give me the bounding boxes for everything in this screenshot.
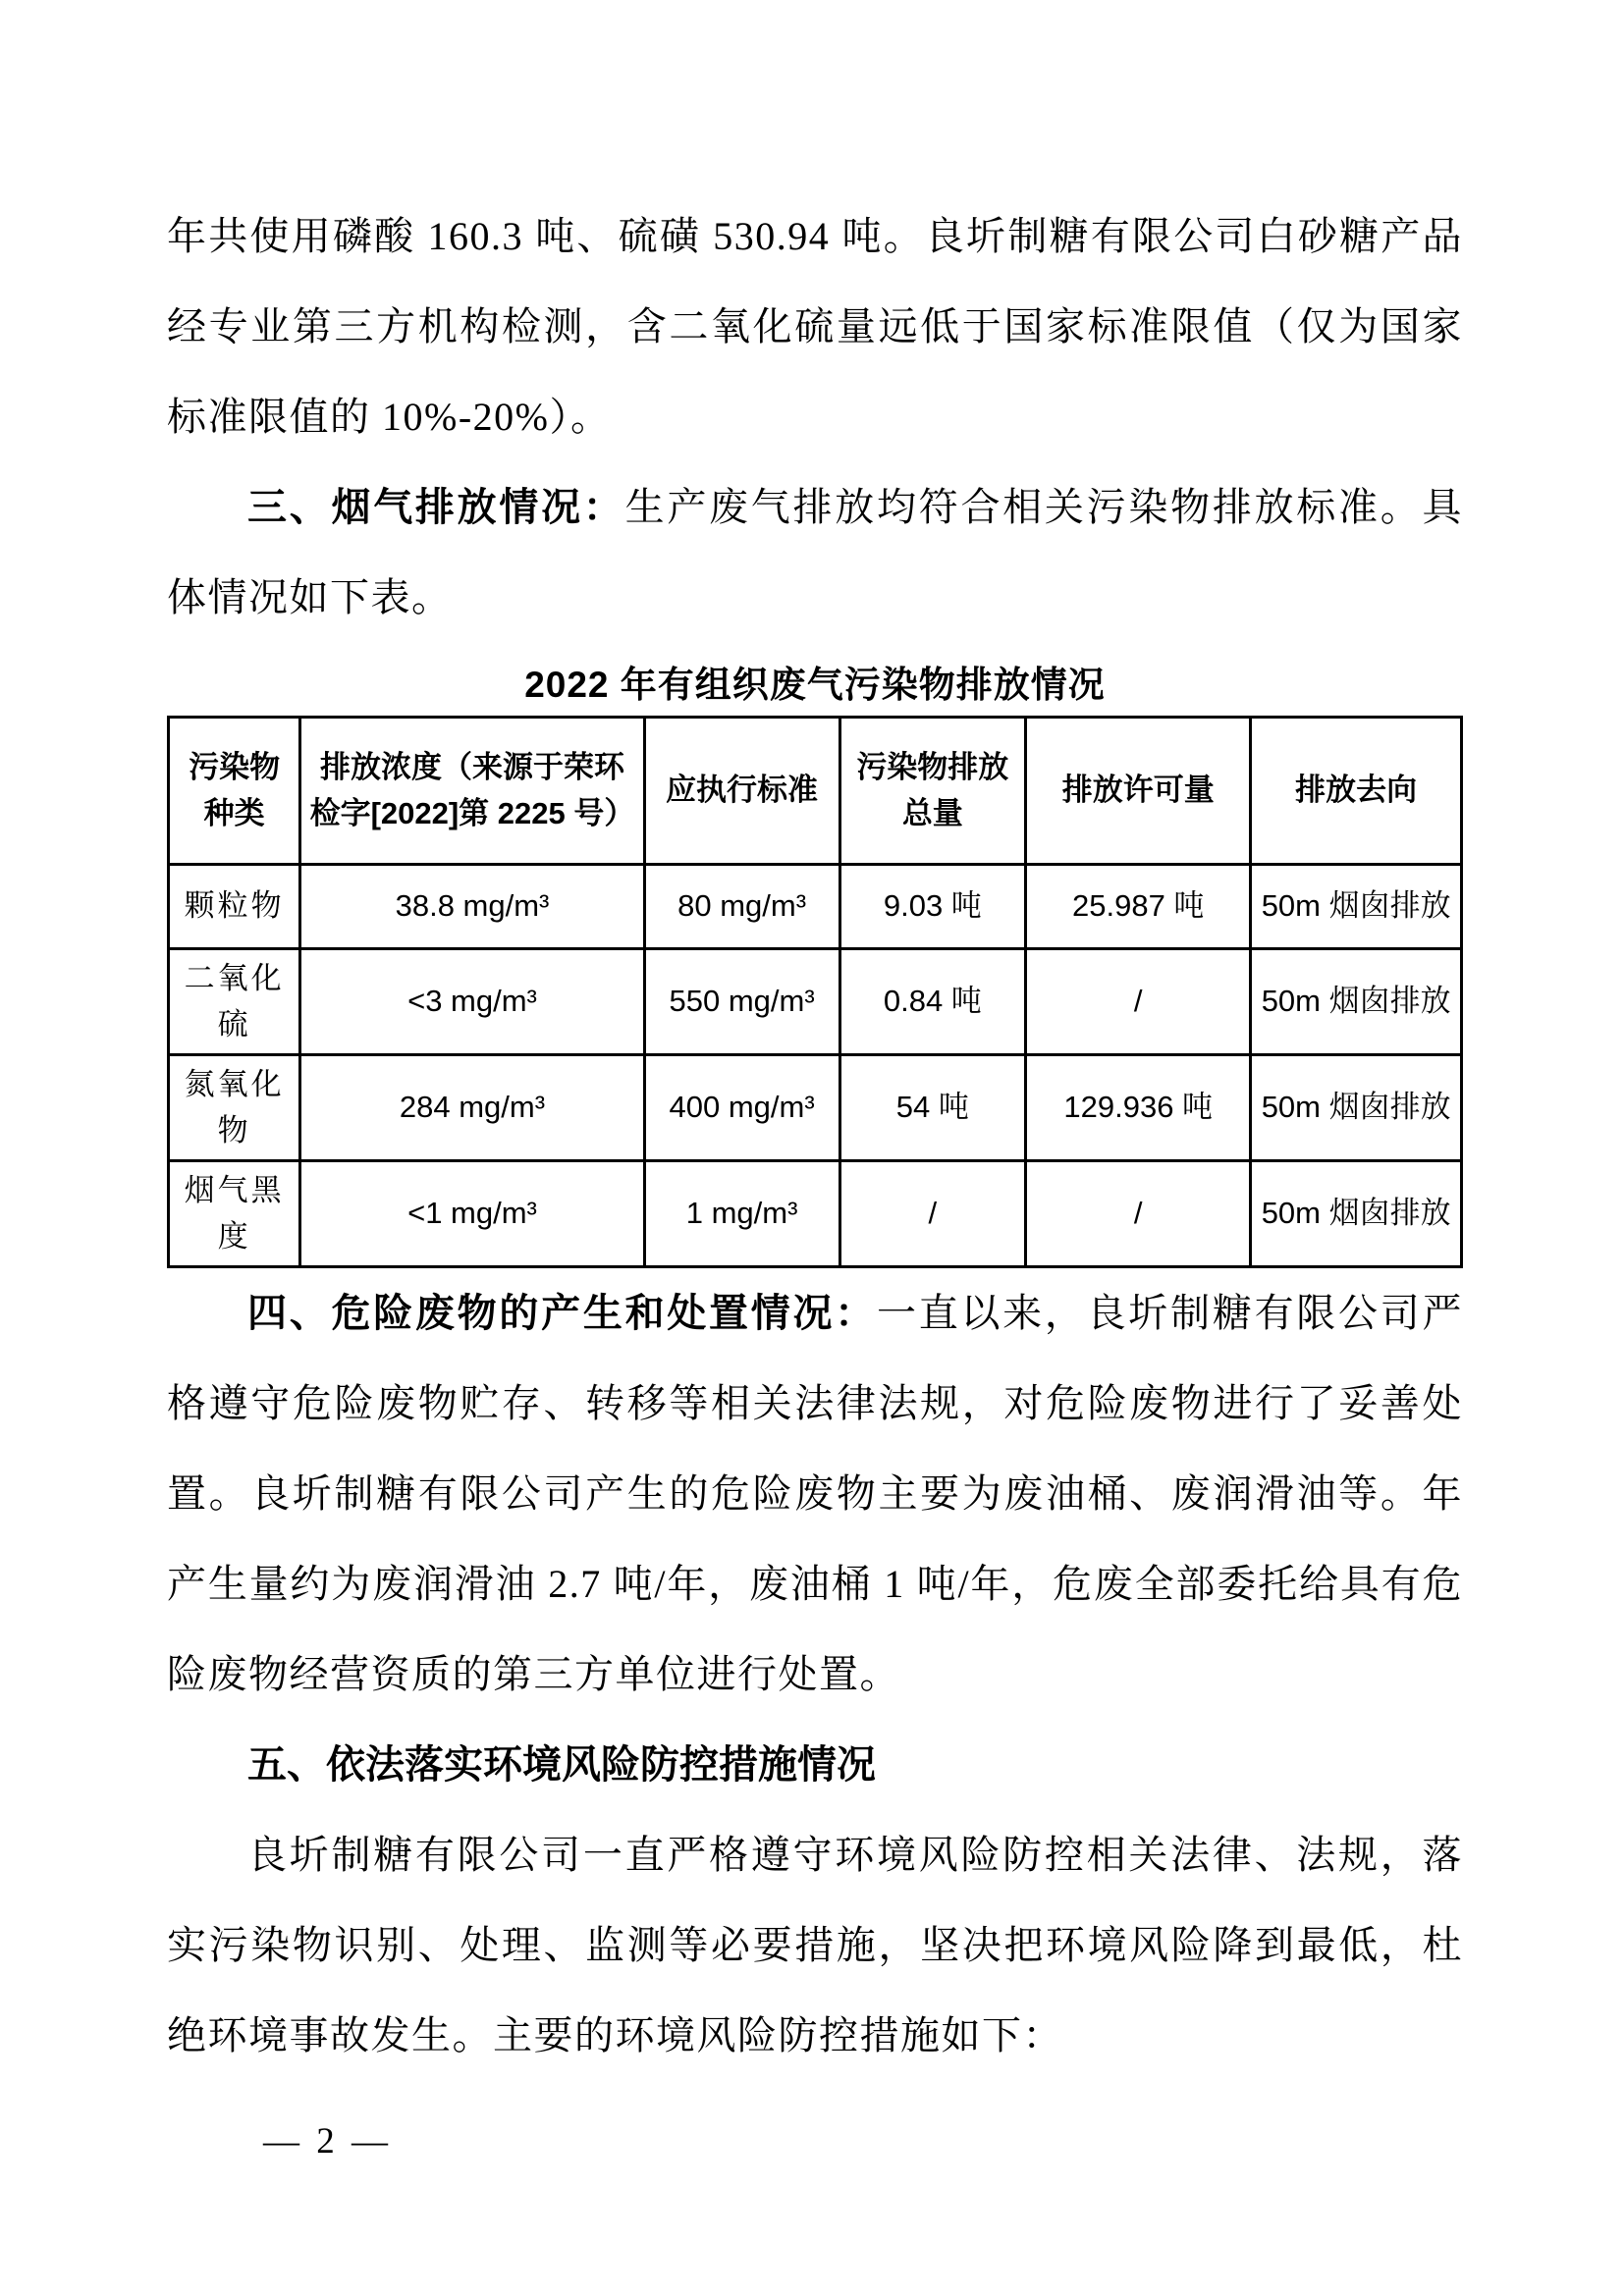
paragraph-risk-control: 良圻制糖有限公司一直严格遵守环境风险防控相关法律、法规，落实污染物识别、处理、监测等必要措施，坚决把环境风险降到最低，杜绝环境事故发生。主要的环境风险防控措施如下： [167, 1833, 1463, 2057]
table-cell: 0.84 吨 [839, 949, 1026, 1055]
table-cell: / [1026, 949, 1251, 1055]
table-cell: 50m 烟囱排放 [1251, 865, 1462, 949]
table-cell: 颗粒物 [169, 865, 300, 949]
table-cell: 9.03 吨 [839, 865, 1026, 949]
table-cell: 烟气黑度 [169, 1161, 300, 1267]
col-header-emission-concentration: 排放浓度（来源于荣环检字[2022]第 2225 号） [300, 718, 644, 865]
table-row [169, 865, 1462, 949]
table-cell: 400 mg/m³ [644, 1055, 839, 1161]
table-row [169, 949, 1462, 1055]
table-cell: / [1026, 1161, 1251, 1267]
table-cell: <1 mg/m³ [300, 1161, 644, 1267]
section-4-text: 一直以来，良圻制糖有限公司严格遵守危险废物贮存、转移等相关法律法规，对危险废物进行了妥善处置。良圻制糖有限公司产生的危险废物主要为废油桶、废润滑油等。年产生量约为废润滑油 2.7 吨/年，废油桶 1 吨/年，危废全部委托给具有危险废物经营资质的第三方单位进行处置。 [167, 1291, 1464, 1696]
col-header-pollutant-type: 污染物种类 [169, 718, 300, 865]
table-cell: 1 mg/m³ [644, 1161, 839, 1267]
table-cell: 550 mg/m³ [644, 949, 839, 1055]
col-header-emission-destination: 排放去向 [1251, 718, 1462, 865]
emissions-table [167, 716, 1463, 1268]
table-header-row [169, 718, 1462, 865]
table-cell: 50m 烟囱排放 [1251, 949, 1462, 1055]
table-row [169, 1055, 1462, 1161]
table-title: 2022 年有组织废气污染物排放情况 [524, 665, 1106, 705]
col-header-permitted-emission: 排放许可量 [1026, 718, 1251, 865]
paragraph-hazardous-waste [167, 1268, 1463, 1720]
section-5-heading: 五、依法落实环境风险防控措施情况 [247, 1743, 876, 1787]
paragraph-flue-gas [167, 462, 1463, 643]
table-cell: <3 mg/m³ [300, 949, 644, 1055]
table-cell: 50m 烟囱排放 [1251, 1161, 1462, 1267]
section-3-heading: 三、烟气排放情况： [247, 486, 625, 529]
section-4-heading: 四、危险废物的产生和处置情况： [247, 1292, 877, 1335]
table-cell: 38.8 mg/m³ [300, 865, 644, 949]
table-cell: 25.987 吨 [1026, 865, 1251, 949]
table-cell: 50m 烟囱排放 [1251, 1055, 1462, 1161]
table-cell: 二氧化硫 [169, 949, 300, 1055]
table-cell: 80 mg/m³ [644, 865, 839, 949]
table-cell: 54 吨 [839, 1055, 1026, 1161]
col-header-total-emission: 污染物排放总量 [839, 718, 1026, 865]
section-3-text: 生产废气排放均符合相关污染物排放标准。具体情况如下表。 [167, 485, 1464, 619]
table-cell: 129.936 吨 [1026, 1055, 1251, 1161]
paragraph-sulfur-usage: 年共使用磷酸 160.3 吨、硫磺 530.94 吨。良圻制糖有限公司白砂糖产品经专业第三方机构检测，含二氧化硫量远低于国家标准限值（仅为国家标准限值的 10%-20%）。 [167, 214, 1463, 439]
table-cell: 284 mg/m³ [300, 1055, 644, 1161]
col-header-applicable-standard: 应执行标准 [644, 718, 839, 865]
table-cell: 氮氧化物 [169, 1055, 300, 1161]
table-cell: / [839, 1161, 1026, 1267]
page-number: — 2 — [263, 2121, 392, 2162]
table-row [169, 1161, 1462, 1267]
